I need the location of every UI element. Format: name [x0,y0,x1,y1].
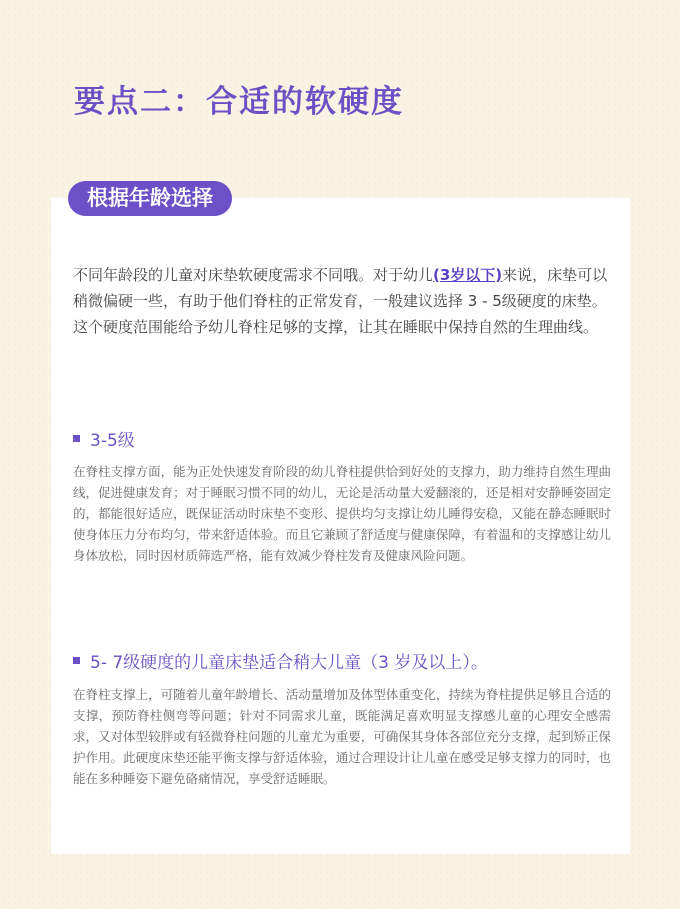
subsection-body-2: 在脊柱支撑上，可随着儿童年龄增长、活动量增加及体型体重变化，持续为脊柱提供足够且合适的支撑，预防脊柱侧弯等问题；针对不同需求儿童，既能满足喜欢明显支撑感儿童的心理安全感需求，又对体型较胖或有轻微脊柱问题的儿童尤为重要，可确保其身体各部位充分支撑，起到矫正保护作用。此硬度床垫还能平衡支撑与舒适体验，通过合理设计让儿童在感受足够支撑力的同时，也能在多种睡姿下避免硌痛情况，享受舒适睡眠。 [73,687,611,786]
subsection-heading-text: 5- 7级硬度的儿童床垫适合稍大儿童（3 岁及以上）。 [90,653,488,673]
subsection-heading-1 [73,426,135,451]
section-label: 根据年龄选择 [68,181,232,216]
subsection-body-1: 在脊柱支撑方面，能为正处快速发育阶段的幼儿脊柱提供恰到好处的支撑力，助力维持自然生理曲线，促进健康发育；对于睡眠习惯不同的幼儿，无论是活动量大爱翻滚的，还是相对安静睡姿固定的，都能很好适应，既保证活动时床垫不变形、提供均匀支撑让幼儿睡得安稳，又能在静态睡眠时使身体压力分布均匀，带来舒适体验。而且它兼顾了舒适度与健康保障，有着温和的支撑感让幼儿身体放松，同时因材质筛选严格，能有效减少脊柱发育及健康风险问题。 [73,464,611,563]
square-bullet-icon [73,657,80,664]
intro-paragraph [73,262,613,340]
subsection-heading-text: 3-5级 [90,431,135,451]
age-highlight: (3岁以下) [433,266,503,284]
page-title: 要点二：合适的软硬度 [74,84,404,120]
intro-text-after: 来说，床垫可以稍微偏硬一些，有助于他们脊柱的正常发育，一般建议选择 3 - 5级硬度的床垫。这个硬度范围能给予幼儿脊柱足够的支撑，让其在睡眠中保持自然的生理曲线。 [73,266,608,336]
square-bullet-icon [73,435,80,442]
intro-text-before: 不同年龄段的儿童对床垫软硬度需求不同哦。对于幼儿 [73,266,434,284]
subsection-heading-2 [73,648,488,673]
